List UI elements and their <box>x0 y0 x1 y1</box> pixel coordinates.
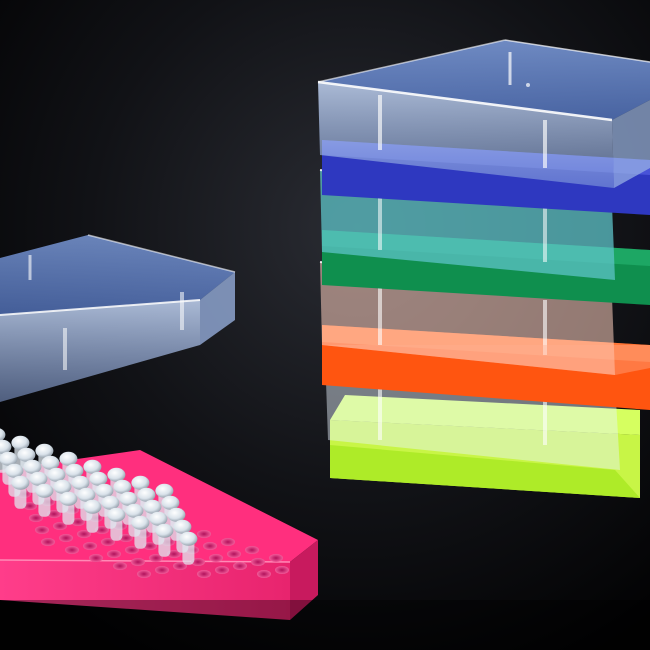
rack-hole <box>65 546 79 554</box>
rack-stack <box>318 40 650 498</box>
rack-hole <box>155 566 169 574</box>
rack-hole <box>137 570 151 578</box>
rack-hole <box>197 530 211 538</box>
rack-hole <box>35 526 49 534</box>
rack-hole <box>113 562 127 570</box>
rack-hole <box>197 570 211 578</box>
floor-reflection <box>0 600 650 650</box>
rack-hole <box>89 554 103 562</box>
rack-hole <box>83 542 97 550</box>
rack-hole <box>209 554 223 562</box>
rack-hole <box>227 550 241 558</box>
rack-hole <box>41 538 55 546</box>
rack-hole <box>269 554 283 562</box>
rack-hole <box>221 538 235 546</box>
rack-hole <box>233 562 247 570</box>
rack-hole <box>251 558 265 566</box>
rack-hole <box>59 534 73 542</box>
rack-hole <box>203 542 217 550</box>
rack-hole <box>257 570 271 578</box>
rack-hole <box>275 566 289 574</box>
rack-hole <box>131 558 145 566</box>
rack-hole <box>245 546 259 554</box>
rack-hole <box>215 566 229 574</box>
rack-hole <box>107 550 121 558</box>
